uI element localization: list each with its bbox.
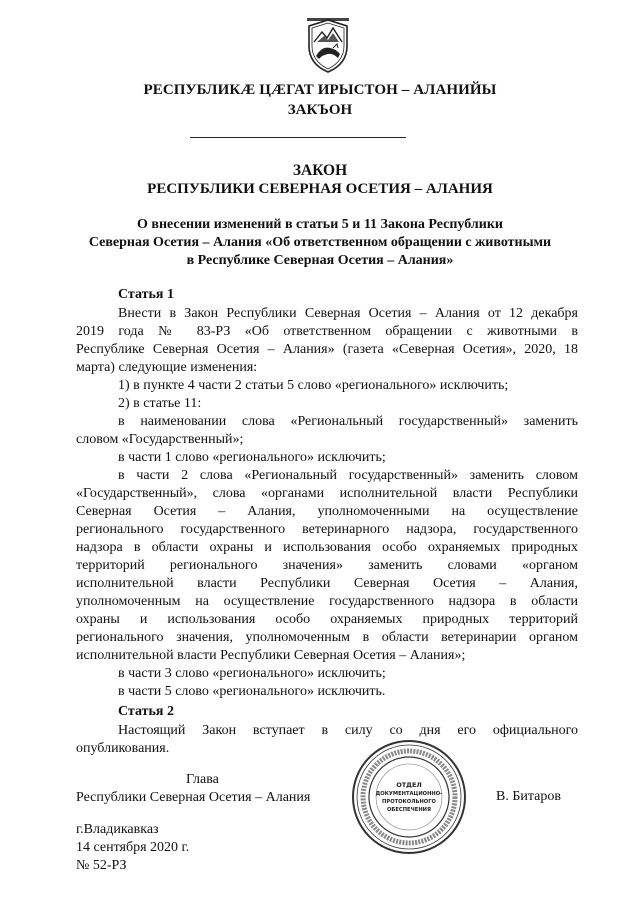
subject-line: в Республике Северная Осетия – Алания» bbox=[186, 253, 454, 268]
article-1-line: в части 2 слова «Региональный государственный» заменить словом bbox=[118, 468, 578, 483]
ossetian-republic-title: РЕСПУБЛИКӔ ЦӔГАТ ИРЫСТОН – АЛАНИЙЫ bbox=[143, 82, 497, 98]
article-1-line: словом «Государственный»; bbox=[76, 432, 244, 447]
article-1-line: регионального государственного ветеринарного надзора, государственного bbox=[76, 522, 578, 537]
signing-city: г.Владикавказ bbox=[76, 822, 159, 837]
article-2-line: Настоящий Закон вступает в силу со дня его официального bbox=[118, 723, 578, 738]
article-1-line: «Государственный», слова «органами исполнительной власти Республики bbox=[76, 486, 578, 501]
article-1-line: исполнительной власти Республики Северная Осетия – Алания, bbox=[76, 576, 578, 591]
article-2-line: опубликования. bbox=[76, 741, 170, 756]
header-divider bbox=[190, 137, 406, 138]
article-1-line: территорий регионального значения» заменить словами «органом bbox=[76, 558, 578, 573]
article-1-title: Статья 1 bbox=[118, 287, 174, 302]
article-1-line: Северная Осетия – Алания, уполномоченными на осуществление bbox=[76, 504, 578, 519]
subject-line: О внесении изменений в статьи 5 и 11 Закона Республики bbox=[137, 217, 503, 232]
subject-line: Северная Осетия – Алания «Об ответственном обращении с животными bbox=[88, 235, 552, 250]
article-1-line: Внести в Закон Республики Северная Осетия – Алания от 12 декабря bbox=[118, 306, 578, 321]
article-2-title: Статья 2 bbox=[118, 704, 174, 719]
signatory-name: В. Битаров bbox=[496, 789, 561, 804]
article-1-line: 2019 года № 83-РЗ «Об ответственном обращении с животными в bbox=[76, 324, 578, 339]
law-number: № 52-РЗ bbox=[76, 858, 127, 873]
article-1-line: в наименовании слова «Региональный государственный» заменить bbox=[118, 414, 578, 429]
signatory-position: Глава bbox=[186, 772, 219, 787]
article-1-line: Республике Северная Осетия – Алания» (газета «Северная Осетия», 2020, 18 bbox=[76, 342, 578, 357]
article-1-line: исполнительной власти Республики Северная Осетия – Алания»; bbox=[76, 648, 466, 663]
article-1-line: в части 3 слово «регионального» исключить; bbox=[118, 666, 386, 681]
article-1-line: в части 1 слово «регионального» исключить; bbox=[118, 450, 386, 465]
article-1-line: 1) в пункте 4 части 2 статьи 5 слово «регионального» исключить; bbox=[118, 378, 509, 393]
russian-law-title: ЗАКОН bbox=[292, 162, 348, 179]
seal-text: ОБЕСПЕЧЕНИЯ bbox=[386, 807, 432, 813]
ossetian-law-title: ЗАКЪОН bbox=[287, 102, 353, 118]
coat-of-arms-icon bbox=[303, 18, 353, 74]
signing-date: 14 сентября 2020 г. bbox=[76, 840, 190, 855]
signatory-position-full: Республики Северная Осетия – Алания bbox=[76, 790, 311, 805]
article-1-line: охраны и использования особо охраняемых природных территорий bbox=[76, 612, 578, 627]
russian-republic-title: РЕСПУБЛИКИ СЕВЕРНАЯ ОСЕТИЯ – АЛАНИЯ bbox=[147, 181, 493, 197]
official-seal-icon bbox=[350, 738, 468, 856]
seal-text: ДОКУМЕНТАЦИОННО- bbox=[375, 791, 443, 797]
seal-text: ОТДЕЛ bbox=[396, 781, 422, 789]
article-1-line: марта) следующие изменения: bbox=[76, 360, 258, 375]
article-1-line: в части 5 слово «регионального» исключить. bbox=[118, 684, 386, 699]
article-1-line: регионального значения, уполномоченным в области ветеринарии органом bbox=[76, 630, 578, 645]
article-1-line: уполномоченным на осуществление государственного надзора в области bbox=[76, 594, 578, 609]
article-1-line: 2) в статье 11: bbox=[118, 396, 202, 411]
article-1-line: надзора в области охраны и использования особо охраняемых природных bbox=[76, 540, 578, 555]
seal-text: ПРОТОКОЛЬНОГО bbox=[382, 799, 436, 805]
